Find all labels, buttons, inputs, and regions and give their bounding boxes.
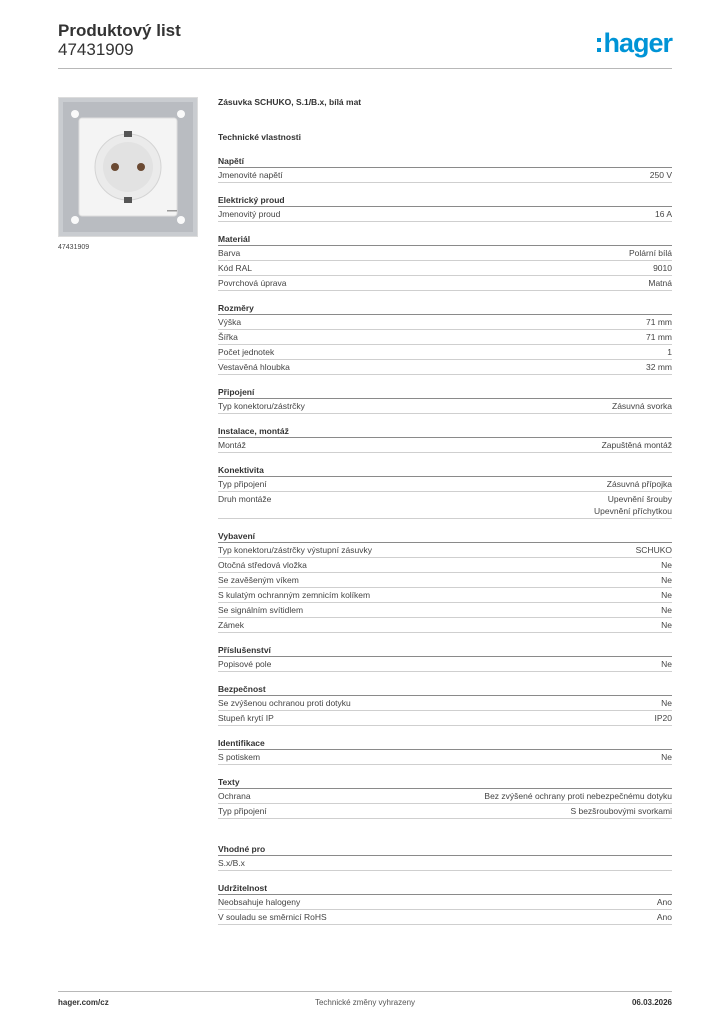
property-label: Počet jednotek bbox=[218, 347, 275, 357]
property-value-line: Ne bbox=[661, 575, 672, 585]
property-label: S potiskem bbox=[218, 752, 261, 762]
property-row bbox=[218, 261, 672, 276]
group-title: Elektrický proud bbox=[218, 194, 672, 207]
property-row bbox=[218, 789, 672, 804]
property-label: Kód RAL bbox=[218, 263, 253, 273]
group-title: Identifikace bbox=[218, 737, 672, 750]
property-value-line: Ano bbox=[656, 912, 672, 922]
brand-name: hager bbox=[603, 28, 672, 58]
brand-logo bbox=[597, 28, 672, 58]
group-title: Materiál bbox=[218, 233, 672, 246]
property-row bbox=[218, 618, 672, 633]
property-value bbox=[655, 712, 673, 724]
property-row bbox=[218, 696, 672, 711]
property-value bbox=[594, 493, 672, 517]
property-value-line: Ne bbox=[661, 590, 672, 600]
property-value-line: S bezšroubovými svorkami bbox=[570, 806, 672, 816]
property-value-line: Zásuvná přípojka bbox=[606, 479, 672, 489]
footer-date: 06.03.2026 bbox=[631, 998, 672, 1007]
property-value bbox=[661, 697, 672, 709]
property-row bbox=[218, 856, 672, 871]
product-image bbox=[58, 97, 198, 237]
property-label: V souladu se směrnicí RoHS bbox=[218, 912, 327, 922]
property-label: Typ připojení bbox=[218, 479, 267, 489]
property-value bbox=[646, 316, 672, 328]
property-row bbox=[218, 315, 672, 330]
property-group bbox=[218, 194, 672, 222]
property-value-line: SCHUKO bbox=[635, 545, 672, 555]
property-group bbox=[218, 530, 672, 633]
group-title: Bezpečnost bbox=[218, 683, 672, 696]
socket-illustration-icon bbox=[59, 98, 197, 236]
property-value bbox=[657, 911, 672, 923]
property-label: Se zvýšenou ochranou proti dotyku bbox=[218, 698, 351, 708]
property-label: S.x/B.x bbox=[218, 858, 245, 868]
page-footer bbox=[58, 998, 672, 1010]
property-value bbox=[646, 331, 672, 343]
property-row bbox=[218, 207, 672, 222]
property-label: Neobsahuje halogeny bbox=[218, 897, 301, 907]
property-value bbox=[636, 544, 672, 556]
property-label: Povrchová úprava bbox=[218, 278, 287, 288]
product-name: Zásuvka SCHUKO, S.1/B.x, bílá mat bbox=[218, 97, 362, 107]
property-value bbox=[661, 589, 672, 601]
property-value-line: Polární bílá bbox=[629, 248, 672, 258]
property-row bbox=[218, 558, 672, 573]
group-title: Texty bbox=[218, 776, 672, 789]
group-title: Konektivita bbox=[218, 464, 672, 477]
property-value bbox=[661, 559, 672, 571]
property-value-line: Ne bbox=[661, 659, 672, 669]
group-title: Vhodné pro bbox=[218, 843, 672, 856]
property-value-line: Ne bbox=[661, 620, 672, 630]
property-value bbox=[629, 247, 672, 259]
property-row bbox=[218, 360, 672, 375]
property-label: Jmenovité napětí bbox=[218, 170, 283, 180]
footer-divider bbox=[58, 991, 672, 992]
property-row bbox=[218, 603, 672, 618]
property-group bbox=[218, 155, 672, 183]
property-row bbox=[218, 910, 672, 925]
property-label: Vestavěná hloubka bbox=[218, 362, 290, 372]
property-label: Barva bbox=[218, 248, 241, 258]
property-value bbox=[661, 619, 672, 631]
property-row bbox=[218, 438, 672, 453]
property-row bbox=[218, 399, 672, 414]
property-value-line: 250 V bbox=[649, 170, 672, 180]
property-value-line: 16 A bbox=[654, 209, 672, 219]
property-label: Stupeň krytí IP bbox=[218, 713, 274, 723]
property-value-line: Ne bbox=[661, 698, 672, 708]
property-value-line: Ne bbox=[661, 752, 672, 762]
property-value-line: 1 bbox=[667, 347, 672, 357]
property-value bbox=[661, 574, 672, 586]
property-row bbox=[218, 330, 672, 345]
property-value-line: Ano bbox=[656, 897, 672, 907]
group-title: Udržitelnost bbox=[218, 882, 672, 895]
property-value-line: 71 mm bbox=[646, 317, 672, 327]
page-header bbox=[58, 22, 672, 68]
property-label: Se zavěšeným víkem bbox=[218, 575, 299, 585]
property-group bbox=[218, 233, 672, 291]
property-group bbox=[218, 302, 672, 375]
property-label: Zámek bbox=[218, 620, 244, 630]
property-groups bbox=[218, 155, 672, 925]
property-row bbox=[218, 895, 672, 910]
property-value-line: Ne bbox=[661, 605, 672, 615]
property-row bbox=[218, 168, 672, 183]
property-row bbox=[218, 804, 672, 819]
property-value bbox=[646, 361, 672, 373]
property-value-line: IP20 bbox=[654, 713, 672, 723]
property-value-line: Matná bbox=[648, 278, 672, 288]
property-value-line: Bez zvýšené ochrany proti nebezpečnému dotyku bbox=[484, 791, 672, 801]
property-group bbox=[218, 464, 672, 519]
property-value bbox=[657, 896, 672, 908]
property-label: Typ připojení bbox=[218, 806, 267, 816]
section-heading: Technické vlastnosti bbox=[218, 132, 301, 142]
property-row bbox=[218, 276, 672, 291]
property-row bbox=[218, 492, 672, 519]
property-value bbox=[602, 439, 672, 451]
property-value bbox=[655, 208, 672, 220]
property-row bbox=[218, 657, 672, 672]
property-label: Popisové pole bbox=[218, 659, 272, 669]
image-caption: 47431909 bbox=[58, 244, 90, 251]
property-row bbox=[218, 477, 672, 492]
property-value bbox=[612, 400, 672, 412]
property-label: Šířka bbox=[218, 332, 238, 342]
group-title: Napětí bbox=[218, 155, 672, 168]
product-details bbox=[218, 96, 672, 925]
group-title: Vybavení bbox=[218, 530, 672, 543]
property-row bbox=[218, 750, 672, 765]
group-title: Připojení bbox=[218, 386, 672, 399]
property-value bbox=[607, 478, 672, 490]
property-value-line: 32 mm bbox=[646, 362, 672, 372]
property-row bbox=[218, 573, 672, 588]
footer-disclaimer: Technické změny vyhrazeny bbox=[314, 998, 416, 1007]
property-row bbox=[218, 246, 672, 261]
property-value-line: Zapuštěná montáž bbox=[601, 440, 672, 450]
property-value bbox=[653, 262, 672, 274]
property-value-line: Upevnění příchytkou bbox=[594, 506, 672, 516]
property-group bbox=[218, 425, 672, 453]
property-label: Typ konektoru/zástrčky bbox=[218, 401, 305, 411]
property-label: Se signálním svítidlem bbox=[218, 605, 304, 615]
property-label: Jmenovitý proud bbox=[218, 209, 281, 219]
group-title: Rozměry bbox=[218, 302, 672, 315]
property-value bbox=[661, 751, 672, 763]
property-label: Montáž bbox=[218, 440, 246, 450]
property-value bbox=[661, 604, 672, 616]
property-value bbox=[570, 805, 672, 817]
group-title: Instalace, montáž bbox=[218, 425, 672, 438]
property-label: Typ konektoru/zástrčky výstupní zásuvky bbox=[218, 545, 373, 555]
property-row bbox=[218, 543, 672, 558]
property-value-line: Ne bbox=[661, 560, 672, 570]
product-number: 47431909 bbox=[58, 40, 134, 59]
property-label: Otočná středová vložka bbox=[218, 560, 307, 570]
property-label: S kulatým ochranným zemnicím kolíkem bbox=[218, 590, 371, 600]
property-label: Druh montáže bbox=[218, 494, 272, 504]
property-group bbox=[218, 843, 672, 871]
property-value bbox=[484, 790, 672, 802]
property-row bbox=[218, 711, 672, 726]
page-title: Produktový list bbox=[58, 21, 181, 40]
property-group bbox=[218, 386, 672, 414]
property-group bbox=[218, 737, 672, 765]
property-value bbox=[667, 346, 672, 358]
logo-mark-icon bbox=[597, 38, 601, 52]
header-divider bbox=[58, 68, 672, 69]
property-row bbox=[218, 345, 672, 360]
property-group bbox=[218, 683, 672, 726]
property-label: Ochrana bbox=[218, 791, 251, 801]
property-value bbox=[650, 169, 672, 181]
property-value-line: 9010 bbox=[653, 263, 672, 273]
property-value bbox=[648, 277, 672, 289]
property-label: Výška bbox=[218, 317, 242, 327]
property-row bbox=[218, 588, 672, 603]
property-value bbox=[661, 658, 672, 670]
property-group bbox=[218, 882, 672, 925]
property-value-line: Zásuvná svorka bbox=[612, 401, 672, 411]
property-group bbox=[218, 644, 672, 672]
property-value-line: 71 mm bbox=[646, 332, 672, 342]
group-title: Příslušenství bbox=[218, 644, 672, 657]
property-group bbox=[218, 776, 672, 819]
footer-website: hager.com/cz bbox=[58, 998, 109, 1007]
property-value-line: Upevnění šrouby bbox=[607, 494, 672, 504]
